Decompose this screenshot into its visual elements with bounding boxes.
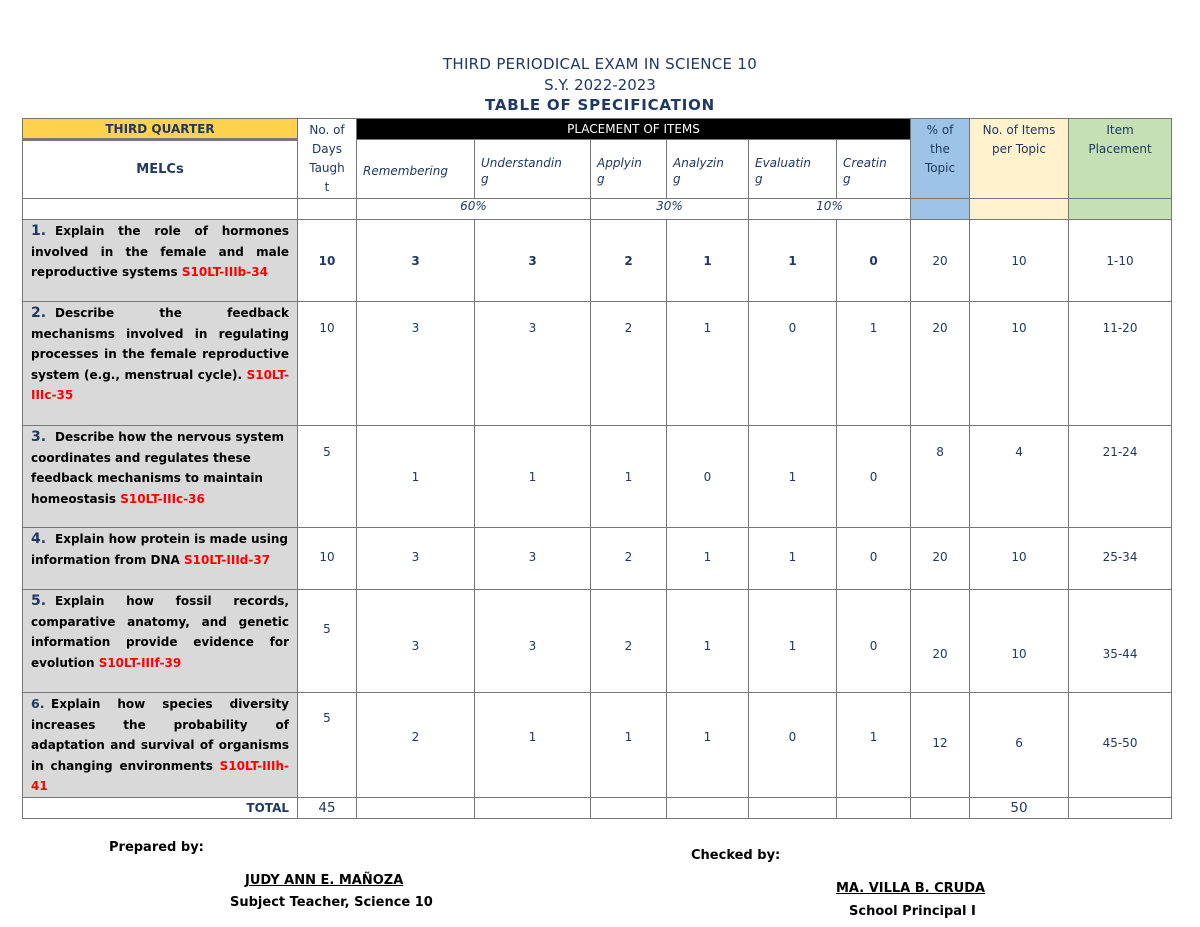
analyzing-cell: 1 (667, 302, 749, 426)
level-creating: Creatin g (837, 140, 911, 199)
understanding-cell: 3 (475, 528, 591, 590)
level-applying: Applyin g (591, 140, 667, 199)
percent-cell: 20 (911, 302, 970, 426)
percent-cell: 8 (911, 426, 970, 528)
items-cell: 10 (970, 528, 1069, 590)
item-placement-header: Item Placement (1069, 119, 1172, 199)
checked-by-label: Checked by: (691, 848, 781, 863)
quarter-header: THIRD QUARTER (23, 119, 298, 140)
checker-title: School Principal I (849, 904, 976, 919)
level-remembering: Remembering (357, 140, 475, 199)
blank-cell (1069, 199, 1172, 220)
understanding-cell: 1 (475, 693, 591, 798)
melc-number: 1. (31, 223, 47, 239)
blank-cell (837, 797, 911, 818)
melc-number: 5. (31, 593, 47, 609)
blank-cell (23, 199, 298, 220)
remembering-cell: 3 (357, 220, 475, 302)
table-title: TABLE OF SPECIFICATION (485, 96, 715, 114)
evaluating-cell: 1 (749, 220, 837, 302)
melc-code: S10LT-IIIh-41 (31, 758, 289, 793)
blank-cell (357, 797, 475, 818)
blank-cell (298, 199, 357, 220)
prepared-by-label: Prepared by: (109, 840, 204, 855)
applying-cell: 1 (591, 693, 667, 798)
items-per-topic-header: No. of Items per Topic (970, 119, 1069, 199)
days-cell: 10 (298, 220, 357, 302)
blank-cell (749, 797, 837, 818)
evaluating-cell: 0 (749, 302, 837, 426)
understanding-cell: 3 (475, 590, 591, 693)
blank-cell (970, 199, 1069, 220)
exam-title: THIRD PERIODICAL EXAM IN SCIENCE 10 (442, 55, 758, 73)
melc-code: S10LT-IIIc-36 (120, 491, 205, 506)
blank-cell (475, 797, 591, 818)
analyzing-cell: 1 (667, 693, 749, 798)
remembering-cell: 3 (357, 590, 475, 693)
days-cell: 10 (298, 302, 357, 426)
analyzing-cell: 1 (667, 220, 749, 302)
melc-row-5: 5. Explain how fossil records, comparative anatomy, and genetic information provide evidence for evolution S10LT-IIIf-39 (23, 590, 298, 693)
days-cell: 10 (298, 528, 357, 590)
analyzing-cell: 1 (667, 528, 749, 590)
placement-cell: 25-34 (1069, 528, 1172, 590)
level-analyzing: Analyzin g (667, 140, 749, 199)
days-cell: 5 (298, 426, 357, 528)
melc-number: 2. (31, 305, 47, 321)
evaluating-cell: 0 (749, 693, 837, 798)
preparer-name: JUDY ANN E. MAÑOZA (245, 873, 404, 888)
days-header: No. of Days Taugh t (298, 119, 357, 199)
percent-topic-header: % of the Topic (911, 119, 970, 199)
placement-header: PLACEMENT OF ITEMS (357, 119, 911, 140)
melc-code: S10LT-IIIf-39 (98, 655, 182, 670)
total-items: 50 (970, 797, 1069, 818)
percent-cell: 20 (911, 528, 970, 590)
level-evaluating: Evaluatin g (749, 140, 837, 199)
melc-number: 6. (31, 696, 45, 711)
evaluating-cell: 1 (749, 590, 837, 693)
total-label: TOTAL (23, 797, 298, 818)
items-cell: 10 (970, 590, 1069, 693)
understanding-cell: 3 (475, 220, 591, 302)
blank-cell (911, 797, 970, 818)
remembering-cell: 2 (357, 693, 475, 798)
creating-cell: 0 (837, 426, 911, 528)
melcs-header: MELCs (23, 140, 298, 199)
days-cell: 5 (298, 590, 357, 693)
school-year: S.Y. 2022-2023 (544, 76, 656, 94)
melc-row-3: 3. Describe how the nervous system coordinates and regulates these feedback mechanisms to maintain homeostasis S10LT-IIIc-36 (23, 426, 298, 528)
creating-cell: 0 (837, 590, 911, 693)
melc-row-2: 2. Describe the feedback mechanisms involved in regulating processes in the female reproductive system (e.g., menstrual cycle). S10LT-IIIc-35 (23, 302, 298, 426)
melc-row-1: 1. Explain the role of hormones involved in the female and male reproductive systems S10LT-IIIb-34 (23, 220, 298, 302)
creating-cell: 1 (837, 693, 911, 798)
placement-cell: 35-44 (1069, 590, 1172, 693)
applying-cell: 2 (591, 528, 667, 590)
blank-cell (1069, 797, 1172, 818)
melc-row-6: 6. Explain how species diversity increases the probability of adaptation and survival of organisms in changing environments S10LT-IIIh-41 (23, 693, 298, 798)
analyzing-cell: 0 (667, 426, 749, 528)
placement-cell: 11-20 (1069, 302, 1172, 426)
items-cell: 10 (970, 302, 1069, 426)
understanding-cell: 3 (475, 302, 591, 426)
melc-number: 4. (31, 531, 47, 547)
preparer-title: Subject Teacher, Science 10 (230, 895, 433, 910)
placement-cell: 21-24 (1069, 426, 1172, 528)
percent-cell: 20 (911, 220, 970, 302)
applying-cell: 2 (591, 220, 667, 302)
melc-code: S10LT-IIIb-34 (181, 265, 268, 279)
evaluating-cell: 1 (749, 528, 837, 590)
items-cell: 4 (970, 426, 1069, 528)
specification-table (22, 118, 1172, 819)
difficulty-difficult: 10% (749, 199, 911, 220)
analyzing-cell: 1 (667, 590, 749, 693)
creating-cell: 1 (837, 302, 911, 426)
melc-row-4: 4. Explain how protein is made using information from DNA S10LT-IIId-37 (23, 528, 298, 590)
percent-cell: 20 (911, 590, 970, 693)
melc-code: S10LT-IIId-37 (184, 552, 271, 567)
blank-cell (591, 797, 667, 818)
difficulty-easy: 60% (357, 199, 591, 220)
evaluating-cell: 1 (749, 426, 837, 528)
remembering-cell: 3 (357, 528, 475, 590)
difficulty-average: 30% (591, 199, 749, 220)
melc-code: S10LT-IIIc-35 (31, 367, 289, 402)
placement-cell: 45-50 (1069, 693, 1172, 798)
blank-cell (911, 199, 970, 220)
applying-cell: 1 (591, 426, 667, 528)
melc-number: 3. (31, 429, 47, 445)
percent-cell: 12 (911, 693, 970, 798)
creating-cell: 0 (837, 528, 911, 590)
blank-cell (667, 797, 749, 818)
applying-cell: 2 (591, 590, 667, 693)
remembering-cell: 1 (357, 426, 475, 528)
placement-cell: 1-10 (1069, 220, 1172, 302)
creating-cell: 0 (837, 220, 911, 302)
level-understanding: Understandin g (475, 140, 591, 199)
remembering-cell: 3 (357, 302, 475, 426)
total-days: 45 (298, 797, 357, 818)
days-cell: 5 (298, 693, 357, 798)
items-cell: 6 (970, 693, 1069, 798)
understanding-cell: 1 (475, 426, 591, 528)
checker-name: MA. VILLA B. CRUDA (836, 881, 986, 896)
items-cell: 10 (970, 220, 1069, 302)
applying-cell: 2 (591, 302, 667, 426)
